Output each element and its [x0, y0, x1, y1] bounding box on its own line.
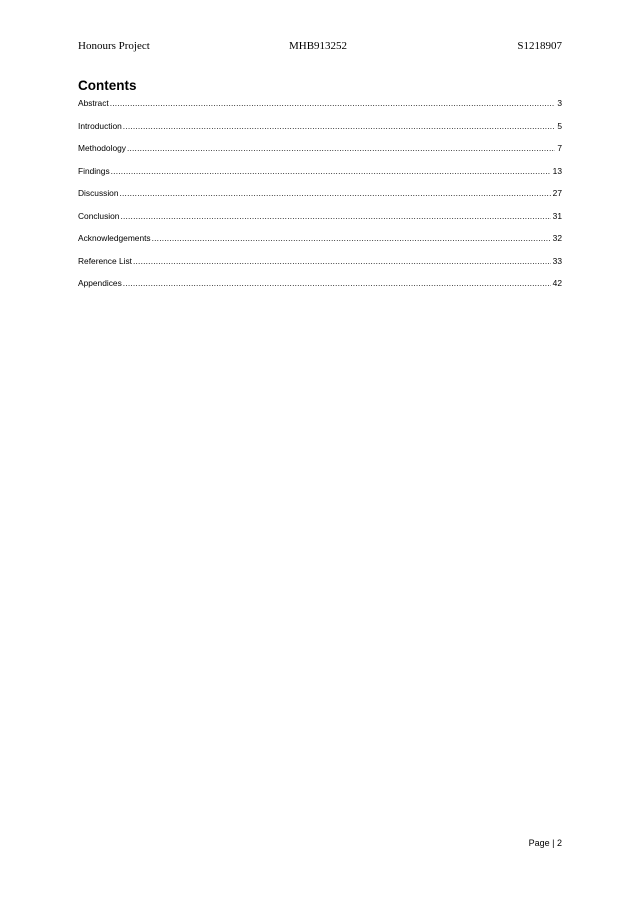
toc-entry-label: Conclusion — [78, 210, 120, 221]
toc-entry-page: 13 — [552, 165, 562, 176]
toc-entry-label: Introduction — [78, 120, 122, 131]
toc-entry-page: 5 — [557, 120, 562, 131]
toc-entry-page: 3 — [557, 98, 562, 108]
header-project-title: Honours Project — [78, 40, 150, 52]
header-module-code: MHB913252 — [289, 40, 348, 52]
toc-entry-methodology[interactable] — [78, 142, 562, 155]
toc-leader-dots — [133, 255, 551, 268]
toc-entry-reference-list[interactable] — [78, 255, 562, 268]
toc-leader-dots — [123, 277, 551, 290]
toc-entry-page: 42 — [552, 278, 562, 288]
toc-entry-label: Appendices — [78, 278, 122, 288]
toc-entry-page: 31 — [552, 210, 562, 221]
toc-entry-label: Acknowledgements — [78, 233, 151, 243]
toc-entry-page: 27 — [552, 188, 562, 198]
toc-entry-discussion[interactable] — [78, 187, 562, 200]
toc-entry-appendices[interactable] — [78, 277, 562, 290]
toc-leader-dots — [111, 165, 551, 178]
header-student-id: S1218907 — [517, 40, 562, 52]
toc-leader-dots — [120, 187, 551, 200]
toc-leader-dots — [152, 232, 551, 245]
table-of-contents — [78, 97, 562, 300]
toc-entry-findings[interactable] — [78, 165, 562, 178]
toc-entry-page: 32 — [552, 233, 562, 243]
toc-entry-label: Discussion — [78, 188, 119, 198]
toc-leader-dots — [123, 120, 556, 133]
toc-entry-conclusion[interactable] — [78, 210, 562, 223]
toc-leader-dots — [127, 142, 555, 155]
page-number-footer: Page | 2 — [528, 838, 562, 848]
toc-entry-page: 7 — [557, 143, 562, 153]
toc-entry-label: Abstract — [78, 98, 109, 108]
page-header — [78, 39, 562, 53]
contents-heading: Contents — [78, 78, 137, 93]
toc-entry-label: Findings — [78, 165, 110, 176]
toc-leader-dots — [110, 97, 556, 110]
toc-entry-label: Methodology — [78, 143, 126, 153]
toc-entry-label: Reference List — [78, 255, 132, 266]
toc-leader-dots — [120, 210, 550, 223]
toc-entry-introduction[interactable] — [78, 120, 562, 133]
toc-entry-page: 33 — [552, 255, 562, 266]
toc-entry-abstract[interactable] — [78, 97, 562, 110]
toc-entry-acknowledgements[interactable] — [78, 232, 562, 245]
